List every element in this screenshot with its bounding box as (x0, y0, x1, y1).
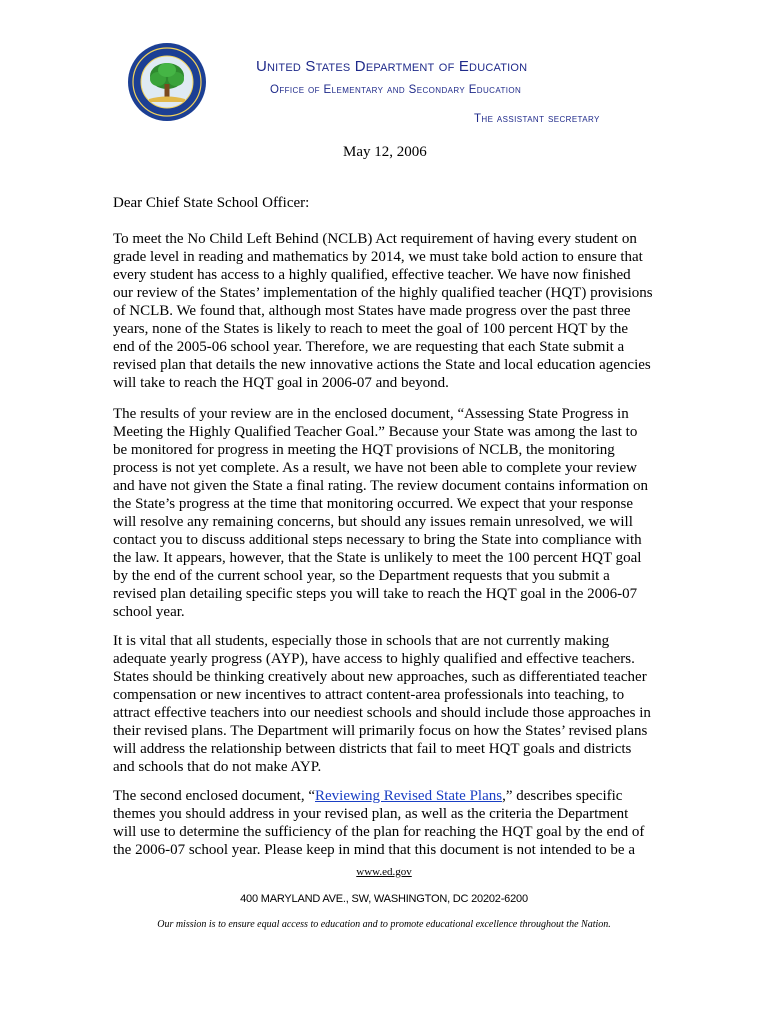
paragraph-line: contact you to discuss additional steps necessary to bring the State into compliance with (113, 532, 642, 548)
website-link[interactable]: www.ed.gov (356, 866, 412, 878)
paragraph-line: The results of your review are in the enclosed document, “Assessing State Progress in (113, 406, 629, 422)
paragraph-line: school year. (113, 604, 185, 620)
paragraph-4 (113, 787, 673, 859)
paragraph-line: adequate yearly progress (AYP), have access to highly qualified and effective teachers. (113, 651, 635, 667)
letter-date: May 12, 2006 (343, 144, 427, 160)
paragraph-line: will address the relationship between districts that fail to meet HQT goals and districts (113, 741, 632, 757)
paragraph-line: the State’s progress at the time that monitoring occurred. We expect that your response (113, 496, 634, 512)
paragraph-line: Meeting the Highly Qualified Teacher Goal.” Because your State was among the last to (113, 424, 638, 440)
paragraph-line: end of the 2005-06 school year. Therefore, we are requesting that each State submit a (113, 339, 625, 355)
paragraph-line: years, none of the States is likely to reach to meet the goal of 100 percent HQT by the (113, 321, 628, 337)
paragraph-line: themes you should address in your revised plan, as well as the criteria the Department (113, 806, 629, 822)
paragraph-line: attract effective teachers into our neediest schools and should include those approaches in (113, 705, 651, 721)
paragraph-line: will use to determine the sufficiency of the plan for reaching the HQT goal by the end of (113, 824, 645, 840)
sender-title: The assistant secretary (474, 113, 600, 125)
paragraph-line: revised plan detailing specific steps you will take to reach the HQT goal in the 2006-07 (113, 586, 638, 602)
paragraph-line: compensation or new incentives to attract content-area professionals into teaching, to (113, 687, 625, 703)
paragraph-3 (113, 632, 673, 776)
paragraph-line: the 2006-07 school year. Please keep in mind that this document is not intended to be a (113, 842, 635, 858)
paragraph-line: will take to reach the HQT goal in 2006-07 and beyond. (113, 375, 449, 391)
paragraph-line (113, 787, 673, 805)
paragraph-line: by the end of the current school year, so the Department requests that you submit a (113, 568, 610, 584)
paragraph-line: revised plan that details the new innovative actions the State and local education agencies (113, 357, 651, 373)
mission-statement: Our mission is to ensure equal access to education and to promote educational excellence throughout the Nation. (157, 919, 611, 930)
reviewing-revised-state-plans-link[interactable]: Reviewing Revised State Plans (315, 788, 503, 804)
paragraph-line: will resolve any remaining concerns, but should any issues remain unresolved, we will (113, 514, 633, 530)
paragraph-line: of NCLB. We found that, although most States have made progress over the past three (113, 303, 631, 319)
mailing-address: 400 MARYLAND AVE., SW, WASHINGTON, DC 20202-6200 (240, 893, 528, 905)
paragraph-1 (113, 230, 673, 392)
paragraph-line: It is vital that all students, especially those in schools that are not currently making (113, 633, 610, 649)
department-seal-icon (127, 42, 207, 122)
paragraph-line: be monitored for progress in meeting the HQT provisions of NCLB, the monitoring (113, 442, 615, 458)
paragraph-text: ,” describes specific (502, 788, 623, 804)
paragraph-line: process is not yet complete. As a result, we have not been able to complete your review (113, 460, 638, 476)
paragraph-line: every student has access to a highly qualified, effective teacher. We have now finished (113, 267, 631, 283)
paragraph-line: and have not given the State a final rating. The review document contains information on (113, 478, 648, 494)
paragraph-line: and schools that do not make AYP. (113, 759, 322, 775)
paragraph-text: The second enclosed document, “ (113, 788, 316, 804)
paragraph-line: To meet the No Child Left Behind (NCLB) Act requirement of having every student on (113, 231, 637, 247)
paragraph-line: the law. It appears, however, that the State is unlikely to meet the 100 percent HQT goal (113, 550, 642, 566)
paragraph-2 (113, 405, 673, 621)
office-name: Office of Elementary and Secondary Education (270, 84, 522, 96)
paragraph-line: States should be thinking creatively about new approaches, such as differentiated teacher (113, 669, 647, 685)
paragraph-line: our review of the States’ implementation of the highly qualified teacher (HQT) provisions (113, 285, 653, 301)
agency-name: United States Department of Education (256, 58, 528, 75)
salutation: Dear Chief State School Officer: (113, 195, 310, 211)
paragraph-line: grade level in reading and mathematics by 2014, we must take bold action to ensure that (113, 249, 643, 265)
paragraph-line: their revised plans. The Department will primarily focus on how the States’ revised plans (113, 723, 648, 739)
